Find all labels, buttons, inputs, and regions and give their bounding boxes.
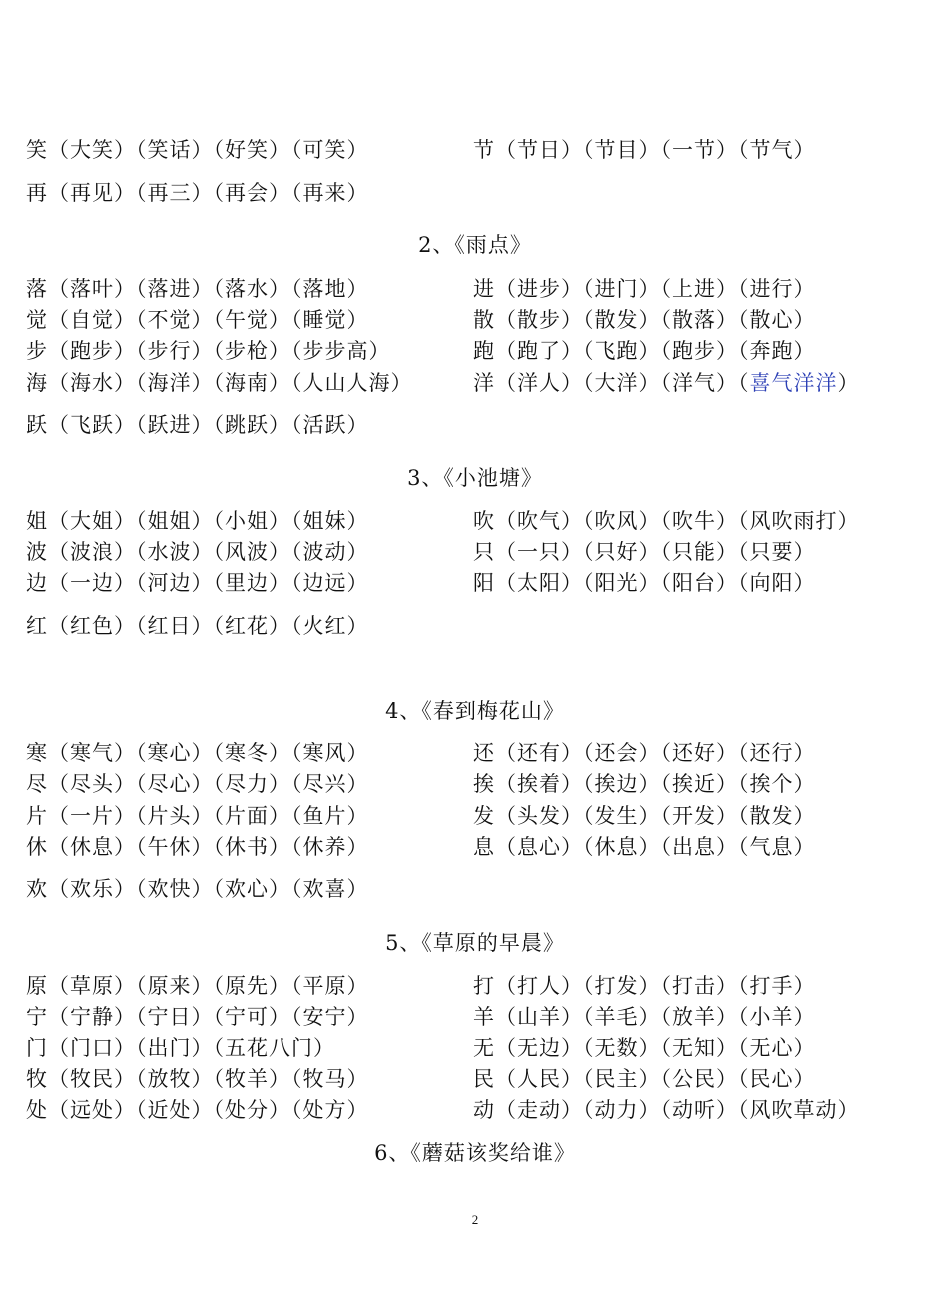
- word-group-left: 门（门口）（出门）（五花八门）: [26, 1036, 335, 1060]
- word-group-left: 片（一片）（片头）（片面）（鱼片）: [26, 804, 369, 828]
- word-group-left: 落（落叶）（落进）（落水）（落地）: [26, 277, 369, 301]
- word-group-left: 寒（寒气）（寒心）（寒冬）（寒风）: [26, 741, 369, 765]
- word-group-right: 民（人民）（民主）（公民）（民心）: [473, 1067, 816, 1091]
- lesson-heading: 5、《草原的早晨》: [385, 931, 565, 955]
- highlighted-word: 喜气洋洋: [749, 371, 838, 395]
- word-group-right: 羊（山羊）（羊毛）（放羊）（小羊）: [473, 1005, 816, 1029]
- lesson-heading: 4、《春到梅花山》: [385, 699, 565, 723]
- lesson-heading: 2、《雨点》: [418, 233, 532, 257]
- word-group-left: 海（海水）（海洋）（海南）（人山人海）: [26, 371, 413, 395]
- word-group-right: 节（节日）（节目）（一节）（节气）: [473, 138, 816, 162]
- word-group-right: 息（息心）（休息）（出息）（气息）: [473, 835, 816, 859]
- page-number: 2: [471, 1212, 479, 1227]
- word-group-right: 进（进步）（进门）（上进）（进行）: [473, 277, 816, 301]
- word-group-right: 散（散步）（散发）（散落）（散心）: [473, 308, 816, 332]
- word-group-left: 红（红色）（红日）（红花）（火红）: [26, 614, 369, 638]
- word-group-left: 休（休息）（午休）（休书）（休养）: [26, 835, 369, 859]
- word-group-left: 觉（自觉）（不觉）（午觉）（睡觉）: [26, 308, 369, 332]
- word-group-right: 阳（太阳）（阳光）（阳台）（向阳）: [473, 571, 816, 595]
- word-group-left: 尽（尽头）（尽心）（尽力）（尽兴）: [26, 772, 369, 796]
- word-group-right: 还（还有）（还会）（还好）（还行）: [473, 741, 816, 765]
- word-group-right: 动（走动）（动力）（动听）（风吹草动）: [473, 1098, 860, 1122]
- word-group-right: 无（无边）（无数）（无知）（无心）: [473, 1036, 816, 1060]
- word-group-left: 姐（大姐）（姐姐）（小姐）（姐妹）: [26, 509, 369, 533]
- word-group-left: 宁（宁静）（宁日）（宁可）（安宁）: [26, 1005, 369, 1029]
- word-group-left: 跃（飞跃）（跃进）（跳跃）（活跃）: [26, 413, 369, 437]
- word-group-left: 波（波浪）（水波）（风波）（波动）: [26, 540, 369, 564]
- word-group-right: 打（打人）（打发）（打击）（打手）: [473, 974, 816, 998]
- word-group-right: [473, 370, 860, 396]
- lesson-heading: 3、《小池塘》: [407, 466, 543, 490]
- word-group-left: 步（跑步）（步行）（步枪）（步步高）: [26, 339, 391, 363]
- word-group-left: 欢（欢乐）（欢快）（欢心）（欢喜）: [26, 877, 369, 901]
- word-group-left: 处（远处）（近处）（处分）（处方）: [26, 1098, 369, 1122]
- word-group-left: 笑（大笑）（笑话）（好笑）（可笑）: [26, 138, 369, 162]
- word-group-right: 吹（吹气）（吹风）（吹牛）（风吹雨打）: [473, 509, 860, 533]
- word-text: 洋（洋人）（大洋）（洋气）（: [473, 371, 750, 395]
- word-group-left: 原（草原）（原来）（原先）（平原）: [26, 974, 369, 998]
- word-group-left: 再（再见）（再三）（再会）（再来）: [26, 181, 369, 205]
- word-group-left: 牧（牧民）（放牧）（牧羊）（牧马）: [26, 1067, 369, 1091]
- word-group-right: 跑（跑了）（飞跑）（跑步）（奔跑）: [473, 339, 816, 363]
- lesson-heading: 6、《蘑菇该奖给谁》: [374, 1141, 576, 1165]
- word-text: ）: [837, 371, 860, 395]
- word-group-right: 只（一只）（只好）（只能）（只要）: [473, 540, 816, 564]
- word-group-left: 边（一边）（河边）（里边）（边远）: [26, 571, 369, 595]
- word-group-right: 挨（挨着）（挨边）（挨近）（挨个）: [473, 772, 816, 796]
- word-group-right: 发（头发）（发生）（开发）（散发）: [473, 804, 816, 828]
